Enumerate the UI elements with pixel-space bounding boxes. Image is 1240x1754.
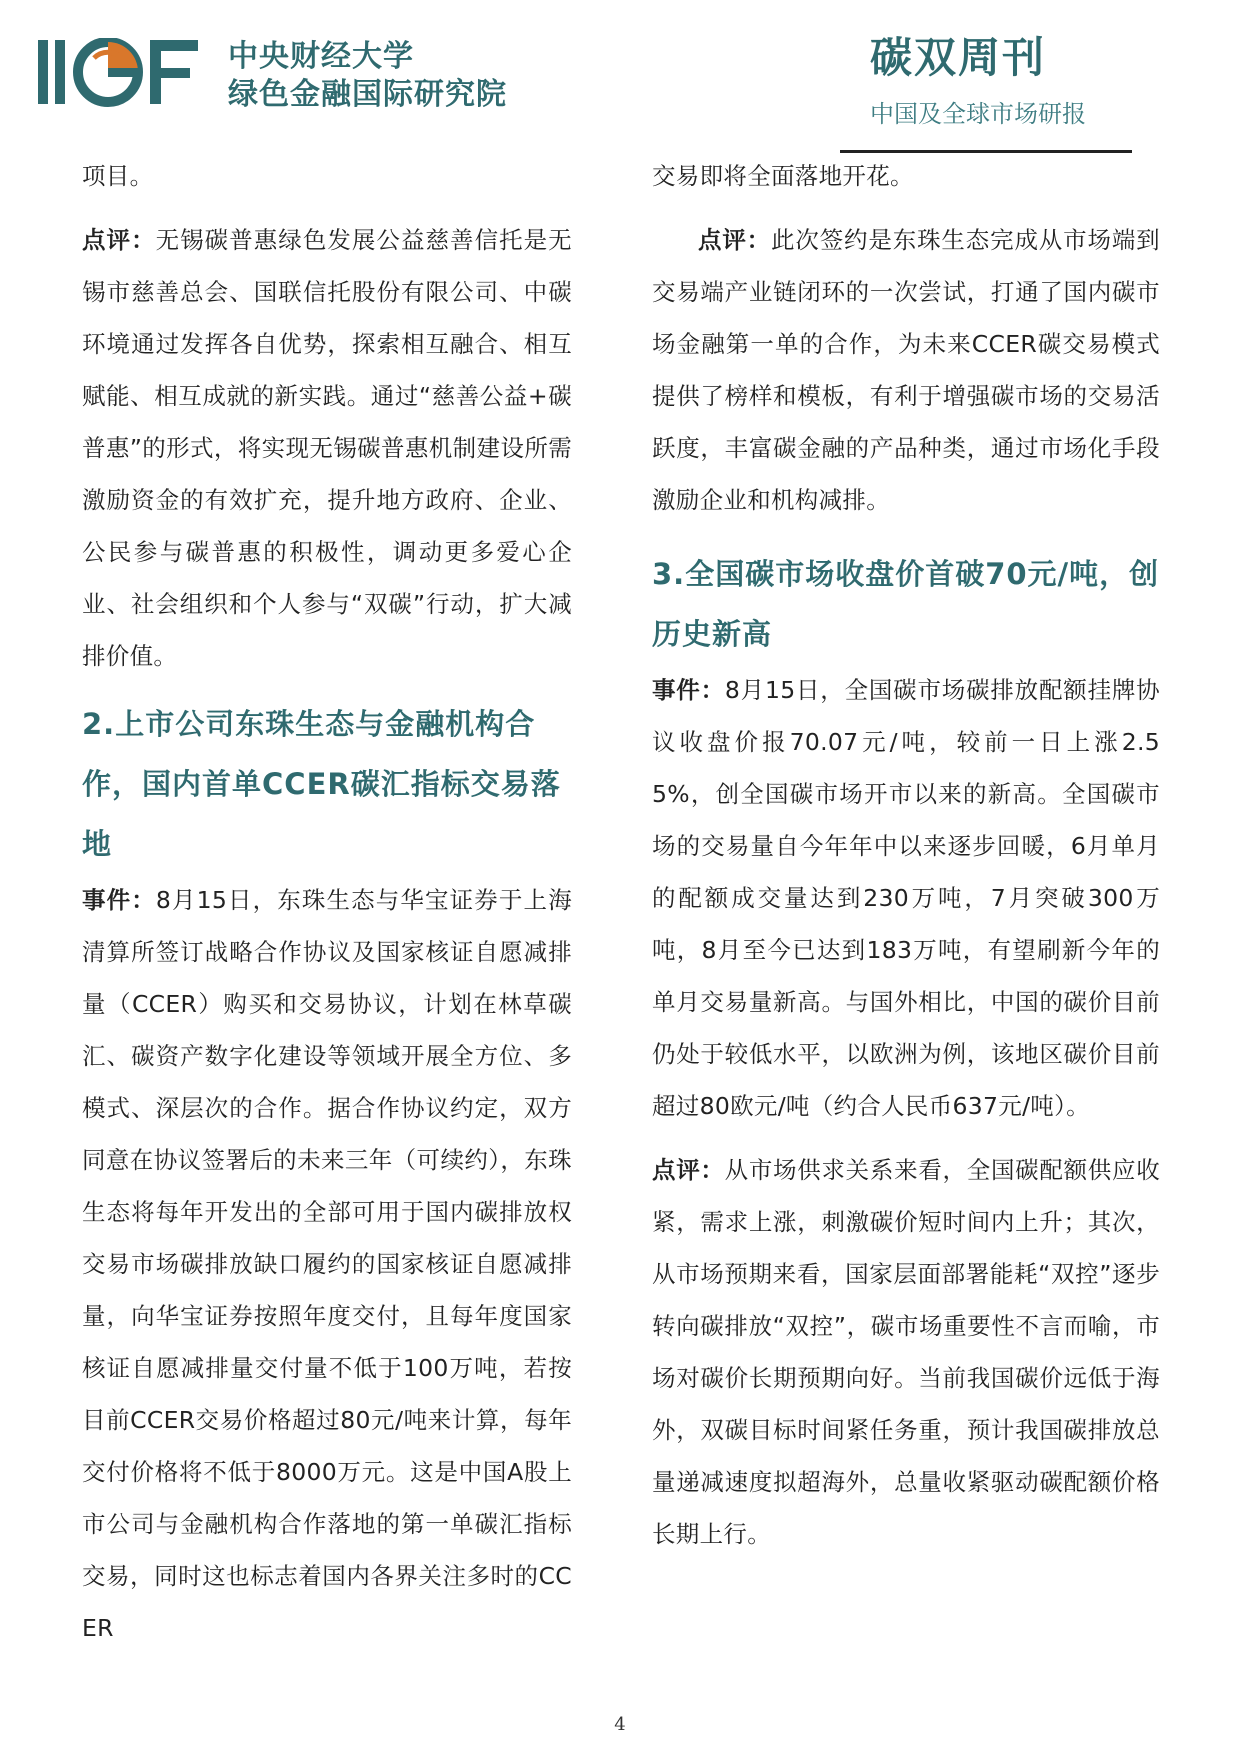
comment-paragraph-3 <box>652 1144 1160 1560</box>
institute-line-1: 中央财经大学 <box>228 39 414 74</box>
comment-paragraph-1 <box>82 214 572 682</box>
event-paragraph-3 <box>652 664 1160 1132</box>
section-heading-3: 3.全国碳市场收盘价首破70元/吨，创历史新高 <box>652 557 1160 651</box>
event-text: 8月15日，全国碳市场碳排放配额挂牌协议收盘价报70.07元/吨，较前一日上涨2.55%，创全国碳市场开市以来的新高。全国碳市场的交易量自今年年中以来逐步回暖，6月单月的配额成交量达到230万吨，7月突破300万吨，8月至今已达到183万吨，有望刷新今年的单月交易量新高。与国外相比，中国的碳价目前仍处于较低水平，以欧洲为例，该地区碳价目前超过80欧元/吨（约合人民币637元/吨）。 <box>652 676 1160 1120</box>
comment-text: 无锡碳普惠绿色发展公益慈善信托是无锡市慈善总会、国联信托股份有限公司、中碳环境通过发挥各自优势，探索相互融合、相互赋能、相互成就的新实践。通过“慈善公益+碳普惠”的形式，将实现无锡碳普惠机制建设所需激励资金的有效扩充，提升地方政府、企业、公民参与碳普惠的积极性，调动更多爱心企业、社会组织和个人参与“双碳”行动，扩大减排价值。 <box>82 226 572 670</box>
event-text: 8月15日，东珠生态与华宝证券于上海清算所签订战略合作协议及国家核证自愿减排量（CCER）购买和交易协议，计划在林草碳汇、碳资产数字化建设等领域开展全方位、多模式、深层次的合作。据合作协议约定，双方同意在协议签署后的未来三年（可续约），东珠生态将每年开发出的全部可用于国内碳排放权交易市场碳排放缺口履约的国家核证自愿减排量，向华宝证券按照年度交付，且每年度国家核证自愿减排量交付量不低于100万吨，若按目前CCER交易价格超过80元/吨来计算，每年交付价格将不低于8000万元。这是中国A股上市公司与金融机构合作落地的第一单碳汇指标交易，同时这也标志着国内各界关注多时的CCER <box>82 886 572 1642</box>
comment-paragraph-2 <box>652 214 1160 526</box>
paragraph-continued: 交易即将全面落地开花。 <box>652 162 914 190</box>
page-number: 4 <box>614 1714 626 1735</box>
publication-subtitle: 中国及全球市场研报 <box>870 100 1086 128</box>
iigf-logo <box>38 38 203 108</box>
section-heading-2: 2.上市公司东珠生态与金融机构合作，国内首单CCER碳汇指标交易落地 <box>82 707 561 861</box>
institute-line-2: 绿色金融国际研究院 <box>228 77 507 112</box>
right-column <box>652 150 1160 1560</box>
comment-text: 从市场供求关系来看，全国碳配额供应收紧，需求上涨，刺激碳价短时间内上升；其次，从市场预期来看，国家层面部署能耗“双控”逐步转向碳排放“双控”，碳市场重要性不言而喻，市场对碳价长期预期向好。当前我国碳价远低于海外，双碳目标时间紧任务重，预计我国碳排放总量递减速度拟超海外，总量收紧驱动碳配额价格长期上行。 <box>652 1156 1160 1548</box>
left-column <box>82 150 572 1654</box>
event-paragraph-2 <box>82 874 572 1654</box>
comment-label: 点评： <box>652 1156 725 1184</box>
publication-title: 碳双周刊 <box>870 33 1047 82</box>
institute-name <box>228 38 507 114</box>
comment-label: 点评： <box>698 226 772 254</box>
event-label: 事件： <box>652 676 725 704</box>
event-label: 事件： <box>82 886 156 914</box>
comment-label: 点评： <box>82 226 156 254</box>
paragraph-continued: 项目。 <box>82 162 154 190</box>
comment-text: 此次签约是东珠生态完成从市场端到交易端产业链闭环的一次尝试，打通了国内碳市场金融第一单的合作，为未来CCER碳交易模式提供了榜样和模板，有利于增强碳市场的交易活跃度，丰富碳金融的产品种类，通过市场化手段激励企业和机构减排。 <box>652 226 1160 514</box>
